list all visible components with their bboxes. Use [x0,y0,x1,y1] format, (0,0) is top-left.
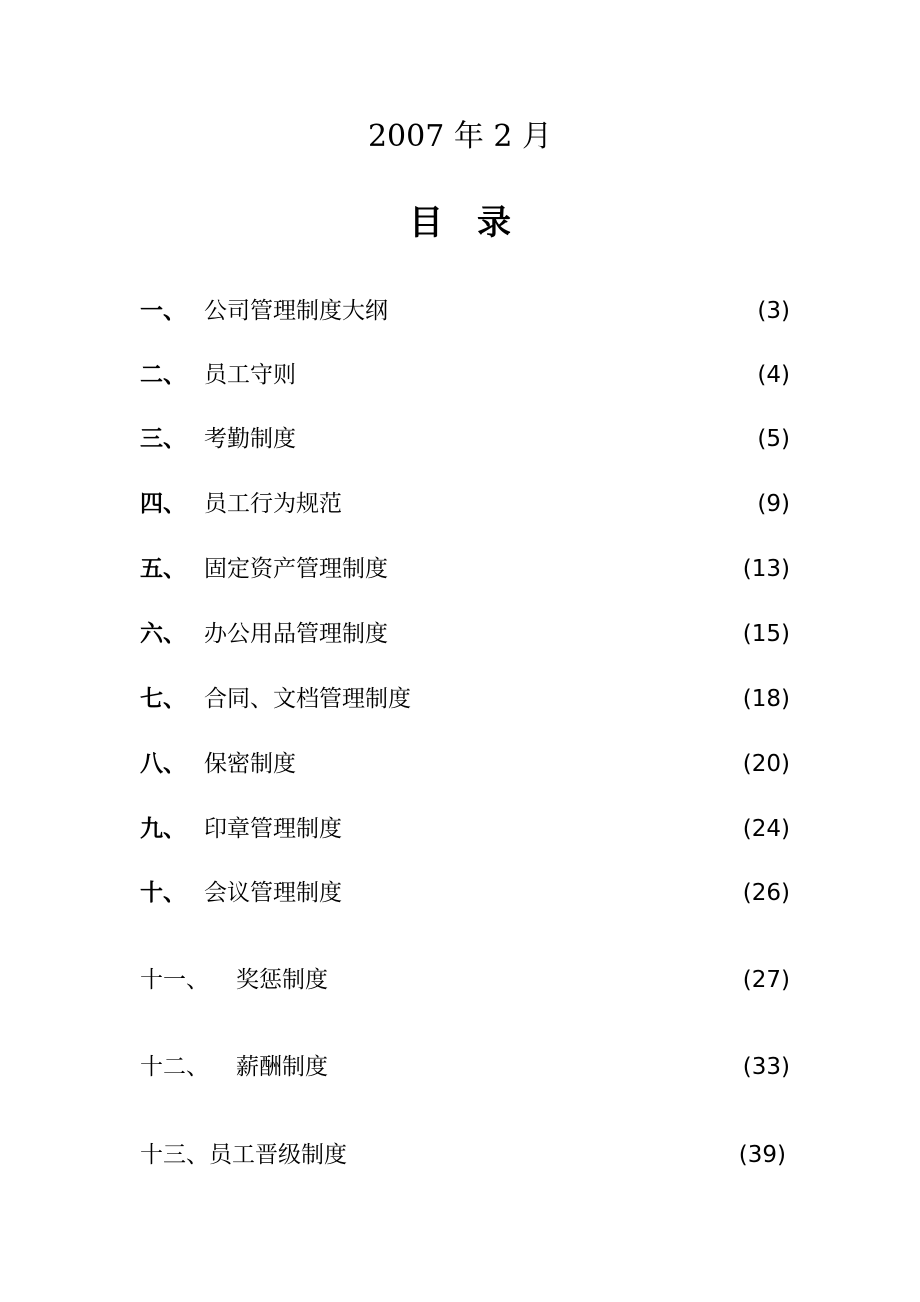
toc-entry-page: (3) [757,298,790,324]
dot-leader [349,1138,721,1172]
toc-entry-10 [140,876,790,910]
toc-entry-number: 八、 [140,751,186,777]
toc-entry-label: 固定资产管理制度 [204,556,388,582]
toc-entry-page: (27) [742,967,790,993]
toc-entry-number: 九、 [140,816,186,842]
toc-entry-label: 员工行为规范 [204,491,342,517]
toc-entry-label: 薪酬制度 [236,1054,328,1080]
toc-entry-label: 员工晋级制度 [209,1142,347,1168]
dot-leader [298,747,741,781]
toc-entry-page: (9) [757,491,790,517]
toc-entry-page: (39) [738,1142,786,1168]
toc-entry-6 [140,617,790,651]
dot-leader [330,963,741,997]
toc-entry-label: 印章管理制度 [204,816,342,842]
toc-entry-number: 四、 [140,491,186,517]
toc-entry-number: 六、 [140,621,186,647]
toc-entry-label: 办公用品管理制度 [204,621,388,647]
toc-entry-page: (15) [742,621,790,647]
toc-entry-number: 一、 [140,298,186,324]
toc-entry-3 [140,422,790,456]
toc-entry-1 [140,294,790,328]
toc-entry-page: (5) [757,426,790,452]
toc-entry-page: (13) [742,556,790,582]
toc-entry-2 [140,358,790,392]
toc-entry-label: 员工守则 [204,362,296,388]
toc-entry-page: (26) [742,880,790,906]
toc-entry-11 [140,963,790,997]
toc-entry-number: 十、 [140,880,186,906]
toc-entry-13 [140,1138,786,1172]
toc-entry-label: 考勤制度 [204,426,296,452]
document-date: 2007 年 2 月 [367,119,553,154]
toc-entry-label: 合同、文档管理制度 [204,686,411,712]
toc-entry-page: (24) [742,816,790,842]
toc-entry-number: 二、 [140,362,186,388]
toc-entry-label: 奖惩制度 [236,967,328,993]
dot-leader [390,294,755,328]
toc-entry-page: (4) [757,362,790,388]
dot-leader [298,358,755,392]
toc-entry-number: 十三、 [140,1142,209,1168]
dot-leader [344,812,741,846]
toc-entry-number: 七、 [140,686,186,712]
toc-entry-12 [140,1050,790,1084]
dot-leader [344,487,755,521]
dot-leader [390,552,741,586]
toc-entry-number: 十二、 [140,1054,209,1080]
toc-entry-page: (20) [742,751,790,777]
toc-entry-number: 五、 [140,556,186,582]
toc-entry-8 [140,747,790,781]
dot-leader [413,682,741,716]
toc-entry-number: 三、 [140,426,186,452]
toc-entry-9 [140,812,790,846]
toc-entry-number: 十一、 [140,967,209,993]
toc-entry-label: 会议管理制度 [204,880,342,906]
toc-entry-page: (33) [742,1054,790,1080]
dot-leader [298,422,755,456]
toc-entry-5 [140,552,790,586]
toc-entry-label: 保密制度 [204,751,296,777]
toc-entry-4 [140,487,790,521]
dot-leader [390,617,741,651]
toc-title: 目录 [409,203,545,243]
toc-entry-label: 公司管理制度大纲 [204,298,388,324]
dot-leader [344,876,741,910]
toc-entry-page: (18) [742,686,790,712]
toc-entry-7 [140,682,790,716]
dot-leader [330,1050,741,1084]
